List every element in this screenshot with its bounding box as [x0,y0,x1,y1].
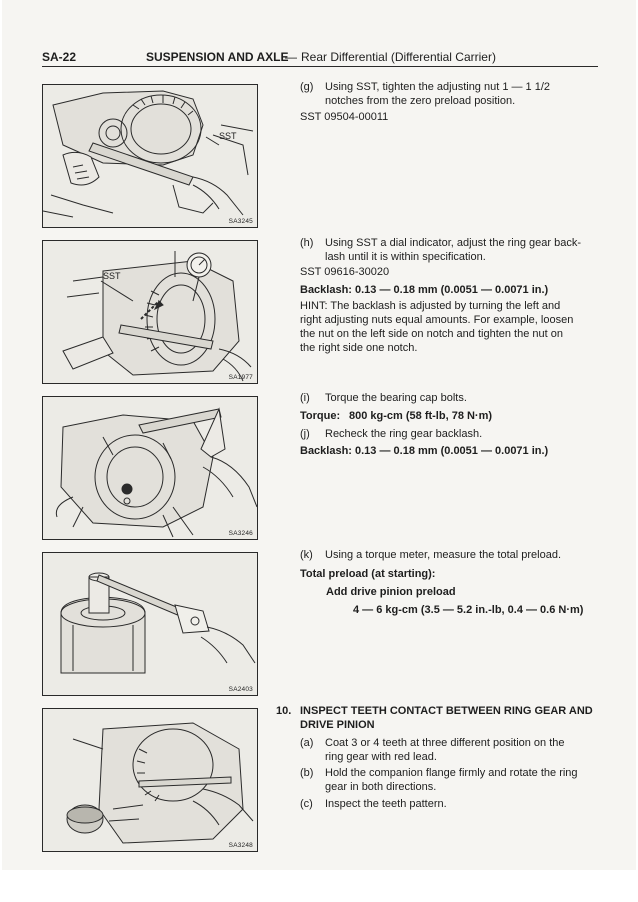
step-text-line: Hold the companion flange firmly and rotate the ring [325,767,578,779]
spec-value: 4 — 6 kg-cm (3.5 — 5.2 in.-lb, 0.4 — 0.6 N·m) [353,604,584,616]
step-text-line: gear in both directions. [325,781,437,793]
figure-code: SA1977 [228,374,253,381]
spec-value: 800 kg-cm (58 ft-lb, 78 N·m) [349,410,493,422]
sst-callout: SST [219,131,237,141]
figure-sa3246 [42,396,258,540]
spec-value: 0.13 — 0.18 mm (0.0051 — 0.0071 in.) [355,445,549,457]
step-i [300,391,594,407]
step-k [300,548,594,564]
hint-line: the right side one notch. [300,342,418,354]
spec-title: Total preload (at starting): [300,568,436,580]
step-label: (g) [300,81,314,93]
illustration-bearing-cap-torque [43,397,257,539]
step-text-line: ring gear with red lead. [325,751,437,763]
spec-label: Backlash: [300,284,352,296]
spec-label: Backlash: [300,445,352,457]
section-number: 10. [276,705,292,717]
step-h [300,236,594,266]
sst-number: SST 09504-00011 [300,111,389,123]
lower-margin [0,870,638,902]
figure-code: SA3246 [228,530,253,537]
figure-code: SA3248 [228,842,253,849]
subsection-title: Rear Differential (Differential Carrier) [301,50,496,64]
spec-subtitle: Add drive pinion preload [326,586,456,598]
step-text-line: lash until it is within specification. [325,251,486,263]
step-label: (a) [300,737,314,749]
section-heading-line: INSPECT TEETH CONTACT BETWEEN RING GEAR AND [300,705,593,717]
illustration-red-lead-coating [43,709,257,851]
step-label: (h) [300,237,314,249]
step-j [300,427,594,443]
hint-line: HINT: The backlash is adjusted by turning the left and [300,300,561,312]
step-label: (b) [300,767,314,779]
figure-sa3245 [42,84,258,228]
step-text-line: notches from the zero preload position. [325,95,516,107]
section-heading-line: DRIVE PINION [300,719,375,731]
step-text-line: Torque the bearing cap bolts. [325,392,467,404]
step-text-line: Coat 3 or 4 teeth at three different position on the [325,737,565,749]
step-label: (k) [300,549,313,561]
section-title: SUSPENSION AND AXLE [146,50,289,64]
sst-number: SST 09616-30020 [300,266,390,278]
illustration-differential-sst [43,85,257,227]
figure-code: SA3245 [228,218,253,225]
sst-callout: SST [103,271,121,281]
step-text-line: Using SST a dial indicator, adjust the ring gear back- [325,237,581,249]
figure-sa2403 [42,552,258,696]
figure-sa3248 [42,708,258,852]
spec-value: 0.13 — 0.18 mm (0.0051 — 0.0071 in.) [355,284,549,296]
page-code: SA-22 [42,50,77,64]
header-separator: — [285,50,297,64]
illustration-backlash-dial [43,241,257,383]
page-header [42,48,598,67]
step-text-line: Using a torque meter, measure the total preload. [325,549,562,561]
step-label: (c) [300,798,313,810]
step-label: (i) [300,392,310,404]
step-10a [300,736,594,766]
step-text-line: Recheck the ring gear backlash. [325,428,483,440]
step-label: (j) [300,428,310,440]
step-10b [300,766,594,796]
hint-line: right adjusting nuts equal amounts. For example, loosen [300,314,574,326]
figure-code: SA2403 [228,686,253,693]
hint-line: the nut on the left side on notch and tighten the nut on [300,328,563,340]
step-10c [300,797,594,813]
figure-sa1977 [42,240,258,384]
step-text-line: Using SST, tighten the adjusting nut 1 — 1 1/2 [325,81,551,93]
step-text-line: Inspect the teeth pattern. [325,798,447,810]
illustration-torque-meter [43,553,257,695]
spec-label: Torque: [300,410,341,422]
